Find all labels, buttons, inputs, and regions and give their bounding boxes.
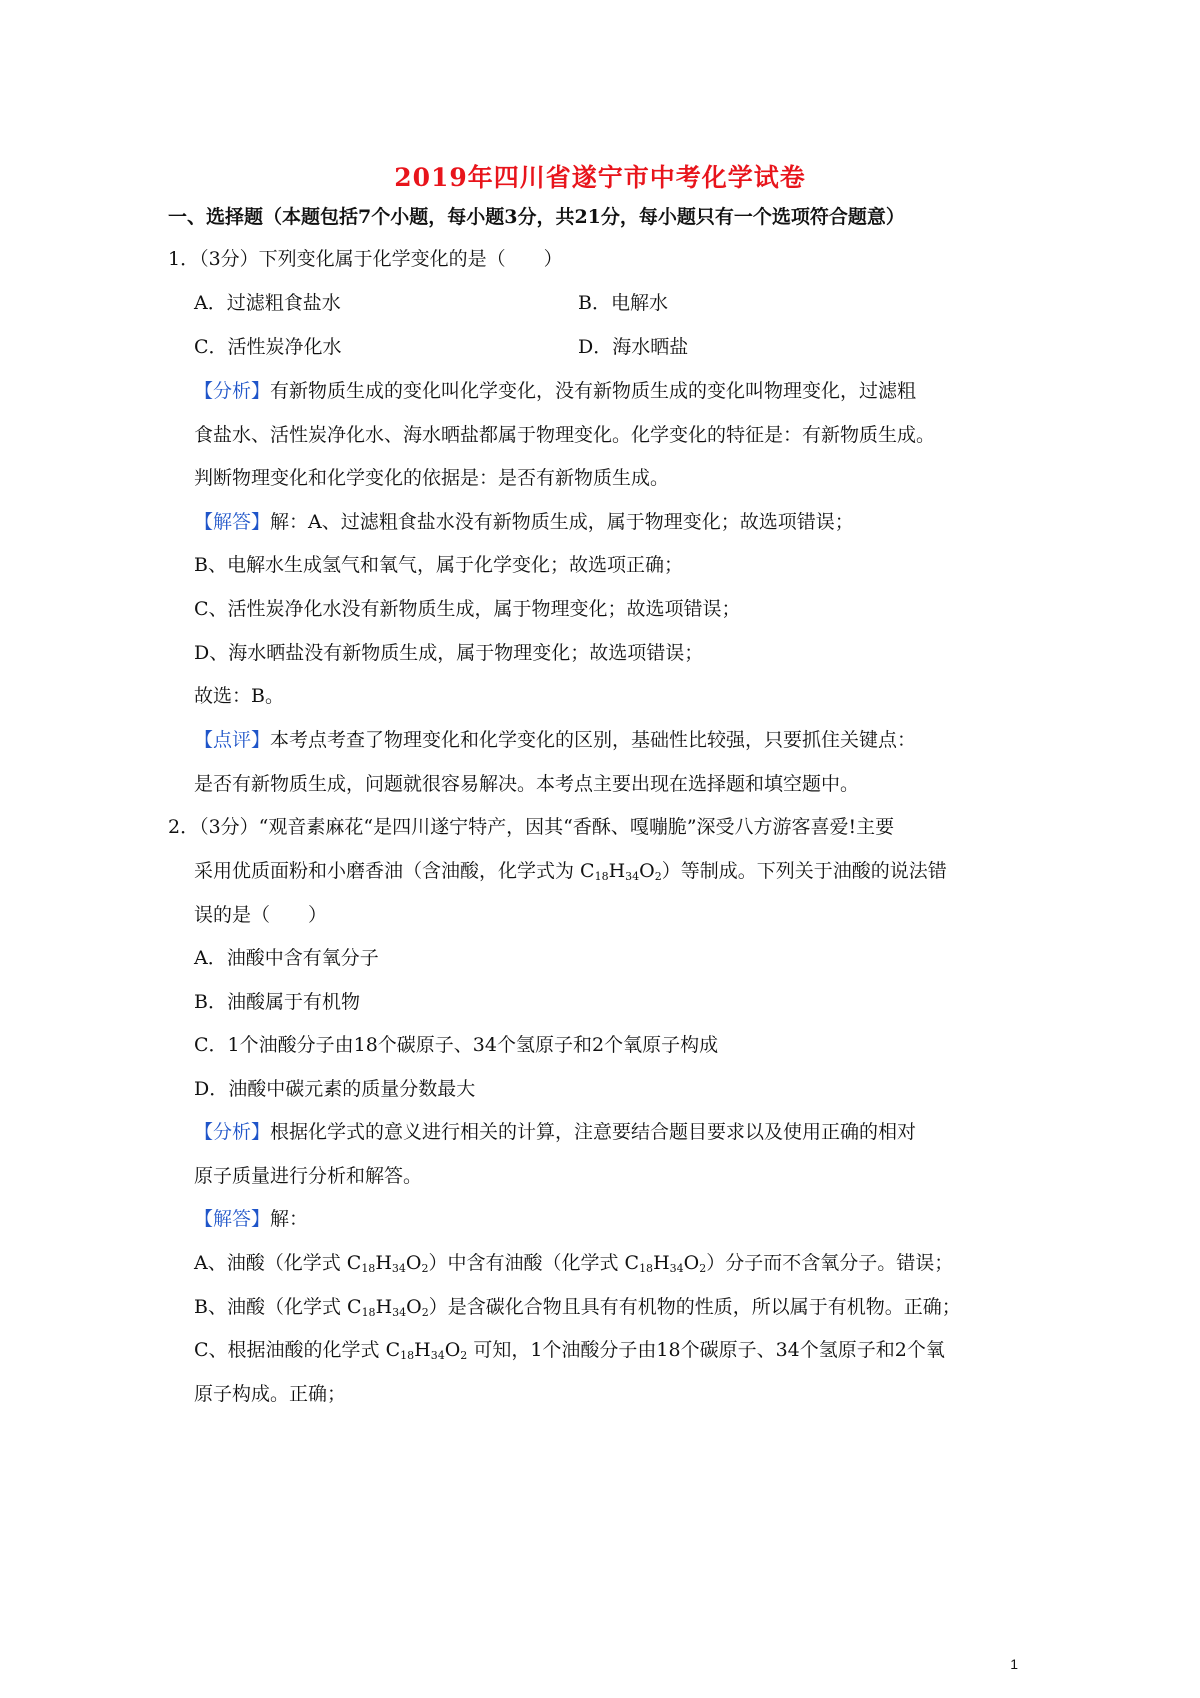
q2-answer-b — [194, 1294, 961, 1320]
page-number: 1 — [1010, 1656, 1018, 1672]
q2-option-c: C．1个油酸分子由18个碳原子、34个氢原子和2个氧原子构成 — [194, 1034, 719, 1056]
q2-option-a: A．油酸中含有氧分子 — [194, 947, 379, 969]
oleic-acid-formula — [347, 1296, 429, 1318]
q1-answer-line-1 — [194, 509, 854, 535]
formula-subscript: 2 — [421, 1306, 429, 1319]
formula-subscript: 18 — [639, 1262, 654, 1275]
analysis-tag: 【分析】 — [194, 380, 271, 402]
q2-ans-c1: C、根据油酸的化学式 — [194, 1339, 386, 1361]
formula-element: O — [639, 860, 655, 882]
q1-option-b: B．电解水 — [578, 292, 668, 314]
q2-stem-text-2a: 采用优质面粉和小磨香油（含油酸，化学式为 — [194, 860, 581, 882]
q1-comment-line-1 — [194, 727, 916, 753]
q2-stem-line-3: 误的是（ ） — [194, 904, 328, 926]
formula-subscript: 2 — [654, 870, 662, 883]
q2-stem-text-2b: ）等制成。下列关于油酸的说法错 — [661, 860, 947, 882]
formula-element: H — [375, 1296, 393, 1318]
formula-subscript: 34 — [392, 1306, 407, 1319]
oleic-acid-formula — [386, 1339, 468, 1361]
formula-element: O — [406, 1296, 422, 1318]
q1-option-d: D．海水晒盐 — [578, 336, 689, 358]
q1-answer-line-3: C、活性炭净化水没有新物质生成，属于物理变化；故选项错误； — [194, 598, 741, 620]
formula-subscript: 18 — [361, 1306, 376, 1319]
q2-analysis-line-2: 原子质量进行分析和解答。 — [194, 1165, 423, 1187]
q1-answer-text-1: 解：A、过滤粗食盐水没有新物质生成，属于物理变化；故选项错误； — [270, 511, 854, 533]
q2-ans-a3: ）分子而不含氧分子。错误； — [706, 1252, 954, 1274]
formula-element: C — [624, 1252, 640, 1274]
q2-analysis-text-1: 根据化学式的意义进行相关的计算，注意要结合题目要求以及使用正确的相对 — [270, 1121, 917, 1143]
q2-ans-a1: A、油酸（化学式 — [194, 1252, 347, 1274]
analysis-tag: 【分析】 — [194, 1121, 271, 1143]
formula-element: H — [375, 1252, 392, 1274]
answer-tag: 【解答】 — [194, 511, 271, 533]
q1-stem: 1．（3分）下列变化属于化学变化的是（ ） — [168, 248, 563, 270]
q2-answer-a — [194, 1250, 953, 1276]
q2-ans-c2: 可知，1个油酸分子由18个碳原子、34个氢原子和2个氧 — [467, 1339, 945, 1361]
q2-answer-line-head — [194, 1206, 308, 1232]
oleic-acid-formula — [625, 1252, 707, 1274]
q1-analysis-text-1: 有新物质生成的变化叫化学变化，没有新物质生成的变化叫物理变化，过滤粗 — [270, 380, 917, 402]
q2-option-d: D．油酸中碳元素的质量分数最大 — [194, 1078, 476, 1100]
section-heading: 一、选择题（本题包括7个小题，每小题3分，共21分，每小题只有一个选项符合题意） — [168, 206, 905, 228]
formula-element: O — [444, 1339, 461, 1361]
q1-answer-line-4: D、海水晒盐没有新物质生成，属于物理变化；故选项错误； — [194, 642, 704, 664]
formula-subscript: 34 — [625, 870, 640, 883]
formula-element: C — [346, 1252, 362, 1274]
formula-subscript: 34 — [669, 1262, 684, 1275]
formula-element: C — [347, 1296, 362, 1318]
q1-comment-line-2: 是否有新物质生成，问题就很容易解决。本考点主要出现在选择题和填空题中。 — [194, 773, 860, 795]
formula-element: O — [683, 1252, 700, 1274]
q1-option-a: A．过滤粗食盐水 — [194, 292, 341, 314]
page-title: 2019年四川省遂宁市中考化学试卷 — [394, 163, 806, 192]
q1-comment-text-1: 本考点考查了物理变化和化学变化的区别，基础性比较强，只要抓住关键点： — [270, 729, 917, 751]
q1-analysis-line-3: 判断物理变化和化学变化的依据是：是否有新物质生成。 — [194, 467, 670, 489]
q2-ans-a2: ）中含有油酸（化学式 — [428, 1252, 625, 1274]
formula-element: C — [385, 1339, 401, 1361]
formula-subscript: 2 — [699, 1262, 707, 1275]
formula-subscript: 34 — [391, 1262, 406, 1275]
q2-analysis-line-1 — [194, 1119, 916, 1145]
q2-ans-b1: B、油酸（化学式 — [194, 1296, 348, 1318]
oleic-acid-formula — [347, 1252, 429, 1274]
q2-stem-line-2 — [194, 858, 947, 884]
formula-subscript: 2 — [460, 1349, 468, 1362]
q1-answer-line-5: 故选：B。 — [194, 685, 284, 707]
formula-subscript: 18 — [400, 1349, 415, 1362]
q2-stem-line-1: 2．（3分）“观音素麻花“是四川遂宁特产，因其“香酥、嘎嘣脆”深受八方游客喜爱!主要 — [168, 816, 895, 838]
answer-tag: 【解答】 — [194, 1208, 271, 1230]
formula-subscript: 18 — [594, 870, 609, 883]
q1-option-c: C．活性炭净化水 — [194, 336, 342, 358]
formula-subscript: 18 — [361, 1262, 376, 1275]
q2-answer-c-cont: 原子构成。正确； — [194, 1383, 347, 1405]
q1-analysis-line-2: 食盐水、活性炭净化水、海水晒盐都属于物理变化。化学变化的特征是：有新物质生成。 — [194, 424, 936, 446]
q2-answer-head: 解： — [270, 1208, 309, 1230]
q1-analysis-line-1 — [194, 378, 916, 404]
q2-option-b: B．油酸属于有机物 — [194, 991, 360, 1013]
formula-element: H — [653, 1252, 670, 1274]
q2-ans-b2: ）是含碳化合物且具有有机物的性质，所以属于有机物。正确； — [428, 1296, 961, 1318]
formula-element: H — [608, 860, 626, 882]
comment-tag: 【点评】 — [194, 729, 271, 751]
formula-subscript: 2 — [421, 1262, 429, 1275]
formula-subscript: 34 — [430, 1349, 445, 1362]
oleic-acid-formula — [580, 860, 662, 882]
formula-element: C — [580, 860, 595, 882]
q1-answer-line-2: B、电解水生成氢气和氧气，属于化学变化；故选项正确； — [194, 554, 683, 576]
formula-element: H — [414, 1339, 431, 1361]
q2-answer-c — [194, 1337, 945, 1363]
formula-element: O — [405, 1252, 422, 1274]
